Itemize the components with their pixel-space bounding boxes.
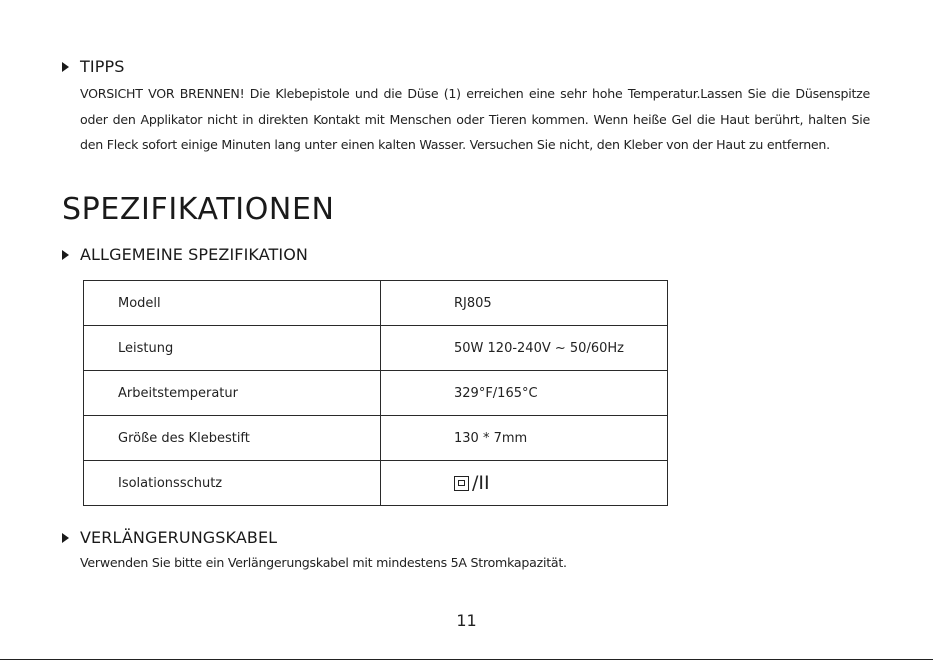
bottom-divider — [0, 659, 933, 660]
table-row — [84, 461, 668, 506]
double-insulation-class-ii-icon — [454, 471, 490, 494]
table-row — [84, 416, 668, 461]
page-number: 11 — [456, 611, 477, 630]
double-square-icon — [454, 476, 469, 491]
spec-label: Modell — [84, 281, 381, 326]
extension-cable-heading — [62, 528, 277, 548]
spec-label: Arbeitstemperatur — [84, 371, 381, 416]
spec-value — [381, 461, 668, 506]
extension-cable-paragraph: Verwenden Sie bitte ein Verlängerungskabel mit mindestens 5A Stromkapazität. — [80, 555, 567, 570]
tips-heading-text: TIPPS — [80, 57, 125, 76]
general-spec-heading — [62, 245, 308, 265]
table-row — [84, 326, 668, 371]
triangle-bullet-icon — [62, 533, 69, 543]
spec-label: Leistung — [84, 326, 381, 371]
page-title: SPEZIFIKATIONEN — [62, 192, 335, 227]
spec-label: Größe des Klebestift — [84, 416, 381, 461]
spec-value: 329°F/165°C — [381, 371, 668, 416]
triangle-bullet-icon — [62, 62, 69, 72]
triangle-bullet-icon — [62, 250, 69, 260]
tips-paragraph: VORSICHT VOR BRENNEN! Die Klebepistole und die Düse (1) erreichen eine sehr hohe Temperatur.Lassen Sie die Düsenspitze oder den Applikator nicht in direkten Kontakt mit Menschen oder Tieren kommen. Wenn heiße Gel die Haut berührt, halten Sie den Fleck sofort einige Minuten lang unter einen kalten Wasser. Versuchen Sie nicht, den Kleber von der Haut zu entfernen. — [80, 86, 870, 152]
spec-table — [83, 280, 668, 506]
general-spec-heading-text: ALLGEMEINE SPEZIFIKATION — [80, 245, 308, 264]
tips-heading — [62, 57, 124, 77]
extension-cable-heading-text: VERLÄNGERUNGSKABEL — [80, 528, 278, 547]
spec-value: RJ805 — [381, 281, 668, 326]
table-row — [84, 281, 668, 326]
spec-label: Isolationsschutz — [84, 461, 381, 506]
class-ii-suffix: /II — [472, 471, 490, 494]
spec-value: 130 * 7mm — [381, 416, 668, 461]
table-row — [84, 371, 668, 416]
spec-value: 50W 120-240V ~ 50/60Hz — [381, 326, 668, 371]
